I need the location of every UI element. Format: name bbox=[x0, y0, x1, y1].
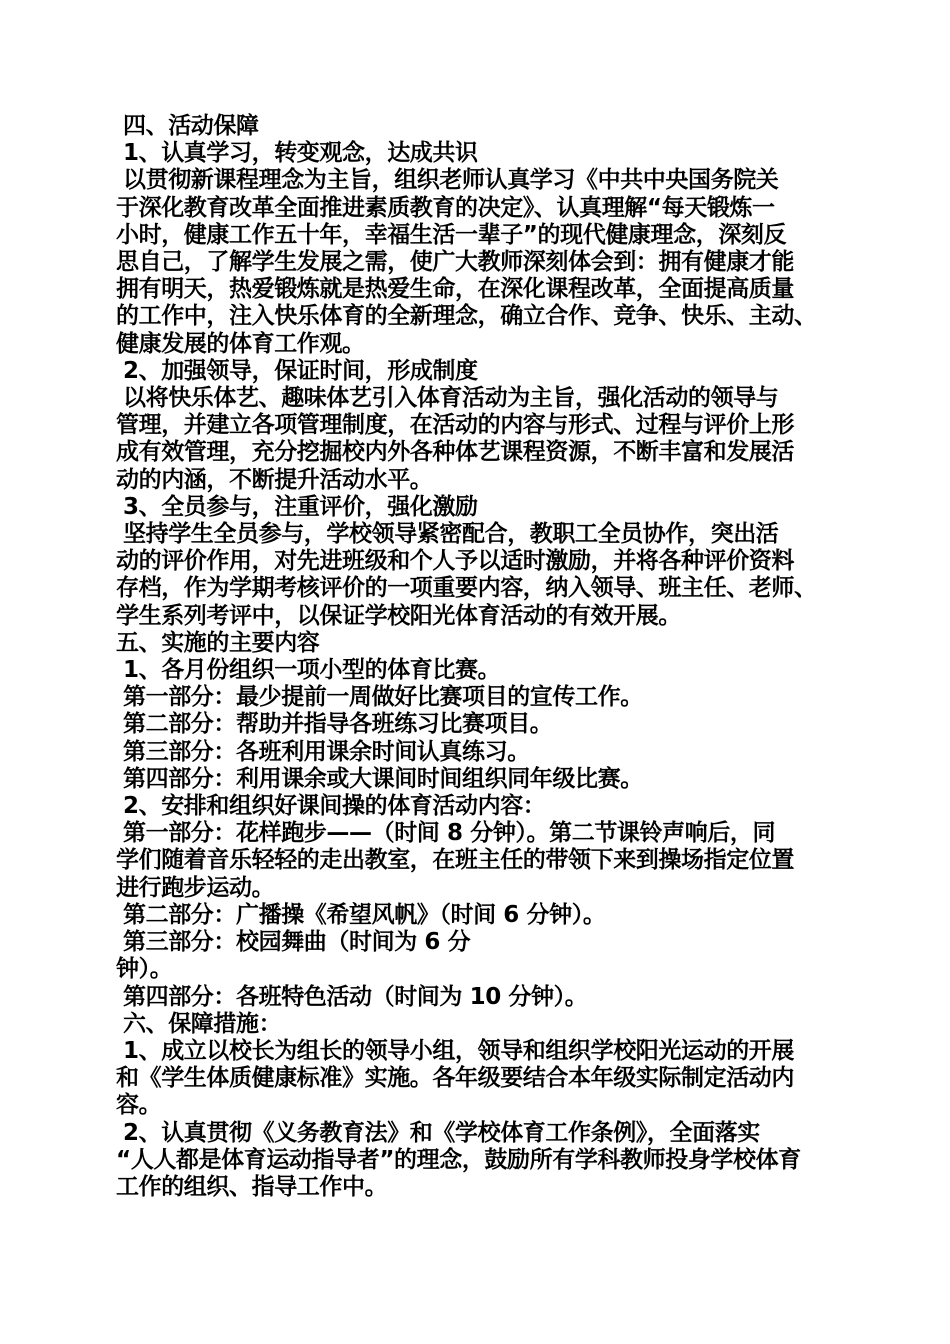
text-line: 动的评价作用，对先进班级和个人予以适时激励，并将各种评价资料 bbox=[116, 548, 795, 575]
text-line: 第四部分：各班特色活动（时间为 10 分钟）。 bbox=[123, 983, 588, 1010]
text-line: 第四部分：利用课余或大课间时间组织同年级比赛。 bbox=[123, 765, 643, 792]
text-line: 四、活动保障 bbox=[123, 113, 259, 139]
text-line: 1、认真学习，转变观念，达成共识 bbox=[123, 140, 478, 167]
text-line: 第二部分：帮助并指导各班练习比赛项目。 bbox=[123, 711, 553, 738]
text-line: 拥有明天，热爱锻炼就是热爱生命，在深化课程改革，全面提高质量 bbox=[116, 276, 795, 303]
text-line: 第二部分：广播操《希望风帆》（时间 6 分钟）。 bbox=[123, 901, 606, 928]
text-line: 六、保障措施： bbox=[123, 1010, 282, 1037]
text-line: 2、认真贯彻《义务教育法》和《学校体育工作条例》，全面落实 bbox=[123, 1119, 760, 1146]
text-line: 管理，并建立各项管理制度，在活动的内容与形式、过程与评价上形 bbox=[116, 412, 795, 439]
text-line: 的工作中，注入快乐体育的全新理念，确立合作、竞争、快乐、主动、 bbox=[116, 303, 817, 330]
text-line: 3、全员参与，注重评价，强化激励 bbox=[123, 493, 478, 520]
text-line: 动的内涵，不断提升活动水平。 bbox=[116, 466, 433, 493]
text-line: 容。 bbox=[116, 1092, 162, 1119]
text-line: 学生系列考评中，以保证学校阳光体育活动的有效开展。 bbox=[116, 602, 682, 629]
text-line: 第三部分：校园舞曲（时间为 6 分 bbox=[123, 929, 471, 956]
document-page bbox=[116, 113, 846, 1201]
text-line: 和《学生体质健康标准》实施。各年级要结合本年级实际制定活动内 bbox=[116, 1065, 795, 1092]
text-line: “人人都是体育运动指导者”的理念，鼓励所有学科教师投身学校体育 bbox=[116, 1146, 801, 1173]
text-line: 成有效管理，充分挖掘校内外各种体艺课程资源，不断丰富和发展活 bbox=[116, 439, 795, 466]
text-line: 1、成立以校长为组长的领导小组，领导和组织学校阳光运动的开展 bbox=[123, 1037, 795, 1064]
text-line: 存档，作为学期考核评价的一项重要内容，纳入领导、班主任、老师、 bbox=[116, 575, 817, 602]
text-line: 第一部分：花样跑步——（时间 8 分钟）。第二节课铃声响后，同 bbox=[123, 820, 776, 847]
text-line: 坚持学生全员参与，学校领导紧密配合，教职工全员协作，突出活 bbox=[123, 521, 779, 548]
text-line: 思自己，了解学生发展之需，使广大教师深刻体会到：拥有健康才能 bbox=[116, 249, 795, 276]
text-line: 第一部分：最少提前一周做好比赛项目的宣传工作。 bbox=[123, 684, 643, 711]
text-line: 于深化教育改革全面推进素质教育的决定》、认真理解“每天锻炼一 bbox=[116, 194, 775, 221]
text-line: 1、各月份组织一项小型的体育比赛。 bbox=[123, 657, 501, 684]
text-line: 工作的组织、指导工作中。 bbox=[116, 1173, 388, 1200]
text-line: 以贯彻新课程理念为主旨，组织老师认真学习《中共中央国务院关 bbox=[123, 167, 779, 194]
text-line: 学们随着音乐轻轻的走出教室，在班主任的带领下来到操场指定位置 bbox=[116, 847, 795, 874]
text-line: 以将快乐体艺、趣味体艺引入体育活动为主旨，强化活动的领导与 bbox=[123, 385, 779, 412]
text-line: 五、实施的主要内容 bbox=[116, 629, 320, 656]
text-line: 钟）。 bbox=[116, 956, 173, 983]
text-line: 健康发展的体育工作观。 bbox=[116, 330, 365, 357]
text-line: 2、安排和组织好课间操的体育活动内容： bbox=[123, 793, 546, 820]
text-line: 第三部分：各班利用课余时间认真练习。 bbox=[123, 738, 530, 765]
text-line: 小时，健康工作五十年，幸福生活一辈子”的现代健康理念，深刻反 bbox=[116, 221, 787, 248]
text-line: 2、加强领导，保证时间，形成制度 bbox=[123, 357, 478, 384]
text-line: 进行跑步运动。 bbox=[116, 874, 275, 901]
